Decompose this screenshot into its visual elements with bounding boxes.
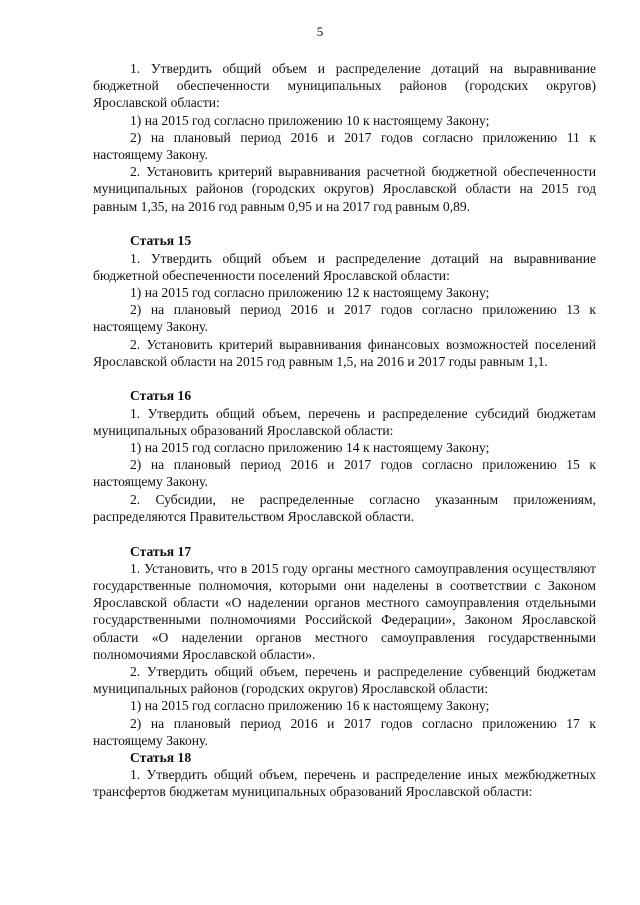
paragraph: 2. Установить критерий выравнивания финансовых возможностей поселений Ярославской области на 2015 год равным 1,5, на 2016 и 2017 годы равным 1,1. [93,336,596,369]
article-heading: Статья 17 [130,543,192,559]
paragraph: 1) на 2015 год согласно приложению 16 к настоящему Закону; [130,698,490,714]
article-heading: Статья 15 [130,233,192,249]
article-heading: Статья 18 [130,750,192,766]
paragraph: 1) на 2015 год согласно приложению 14 к настоящему Закону; [130,440,490,456]
paragraph: 1) на 2015 год согласно приложению 12 к настоящему Закону; [130,284,490,300]
article-heading: Статья 16 [130,388,192,404]
document-body [93,0,596,801]
paragraph: 2) на плановый период 2016 и 2017 годов согласно приложению 11 к настоящему Закону. [93,129,596,163]
paragraph: 2. Установить критерий выравнивания расчетной бюджетной обеспеченности муниципальных районов (городских округов) Ярославской области на 2015 год равным 1,35, на 2016 год равным 0,95 и на 2017 год равным 0,89. [93,164,596,214]
paragraph: 1) на 2015 год согласно приложению 10 к настоящему Закону; [130,112,490,128]
paragraph: 2) на плановый период 2016 и 2017 годов согласно приложению 17 к настоящему Закону. [93,715,596,748]
paragraph: 1. Утвердить общий объем и распределение дотаций на выравнивание бюджетной обеспеченности муниципальных районов (городских округов) Ярославской области: [93,61,596,111]
paragraph: 1. Утвердить общий объем, перечень и распределение иных межбюджетных трансфертов бюджетам муниципальных образований Ярославской области: [93,767,596,800]
paragraph: 2) на плановый период 2016 и 2017 годов согласно приложению 15 к настоящему Закону. [93,457,596,490]
paragraph: 1. Установить, что в 2015 году органы местного самоуправления осуществляют государственные полномочия, которыми они наделены в соответствии с Законом Ярославской области «О наделении органов местного самоуправления отдельными государственными полномочиями Российской Федерации», Законом Ярославской области «О наделении органов местного самоуправления государственными полномочиями Ярославской области». [93,560,596,662]
paragraph: 1. Утвердить общий объем и распределение дотаций на выравнивание бюджетной обеспеченности поселений Ярославской области: [93,250,596,283]
paragraph: 2. Субсидии, не распределенные согласно указанным приложениям, распределяются Правительством Ярославской области. [93,491,596,524]
paragraph: 2) на плановый период 2016 и 2017 годов согласно приложению 13 к настоящему Закону. [93,302,596,335]
paragraph: 2. Утвердить общий объем, перечень и распределение субвенций бюджетам муниципальных районов (городских округов) Ярославской области: [93,664,596,697]
paragraph: 1. Утвердить общий объем, перечень и распределение субсидий бюджетам муниципальных образований Ярославской области: [93,405,596,438]
page-number: 5 [316,24,324,39]
